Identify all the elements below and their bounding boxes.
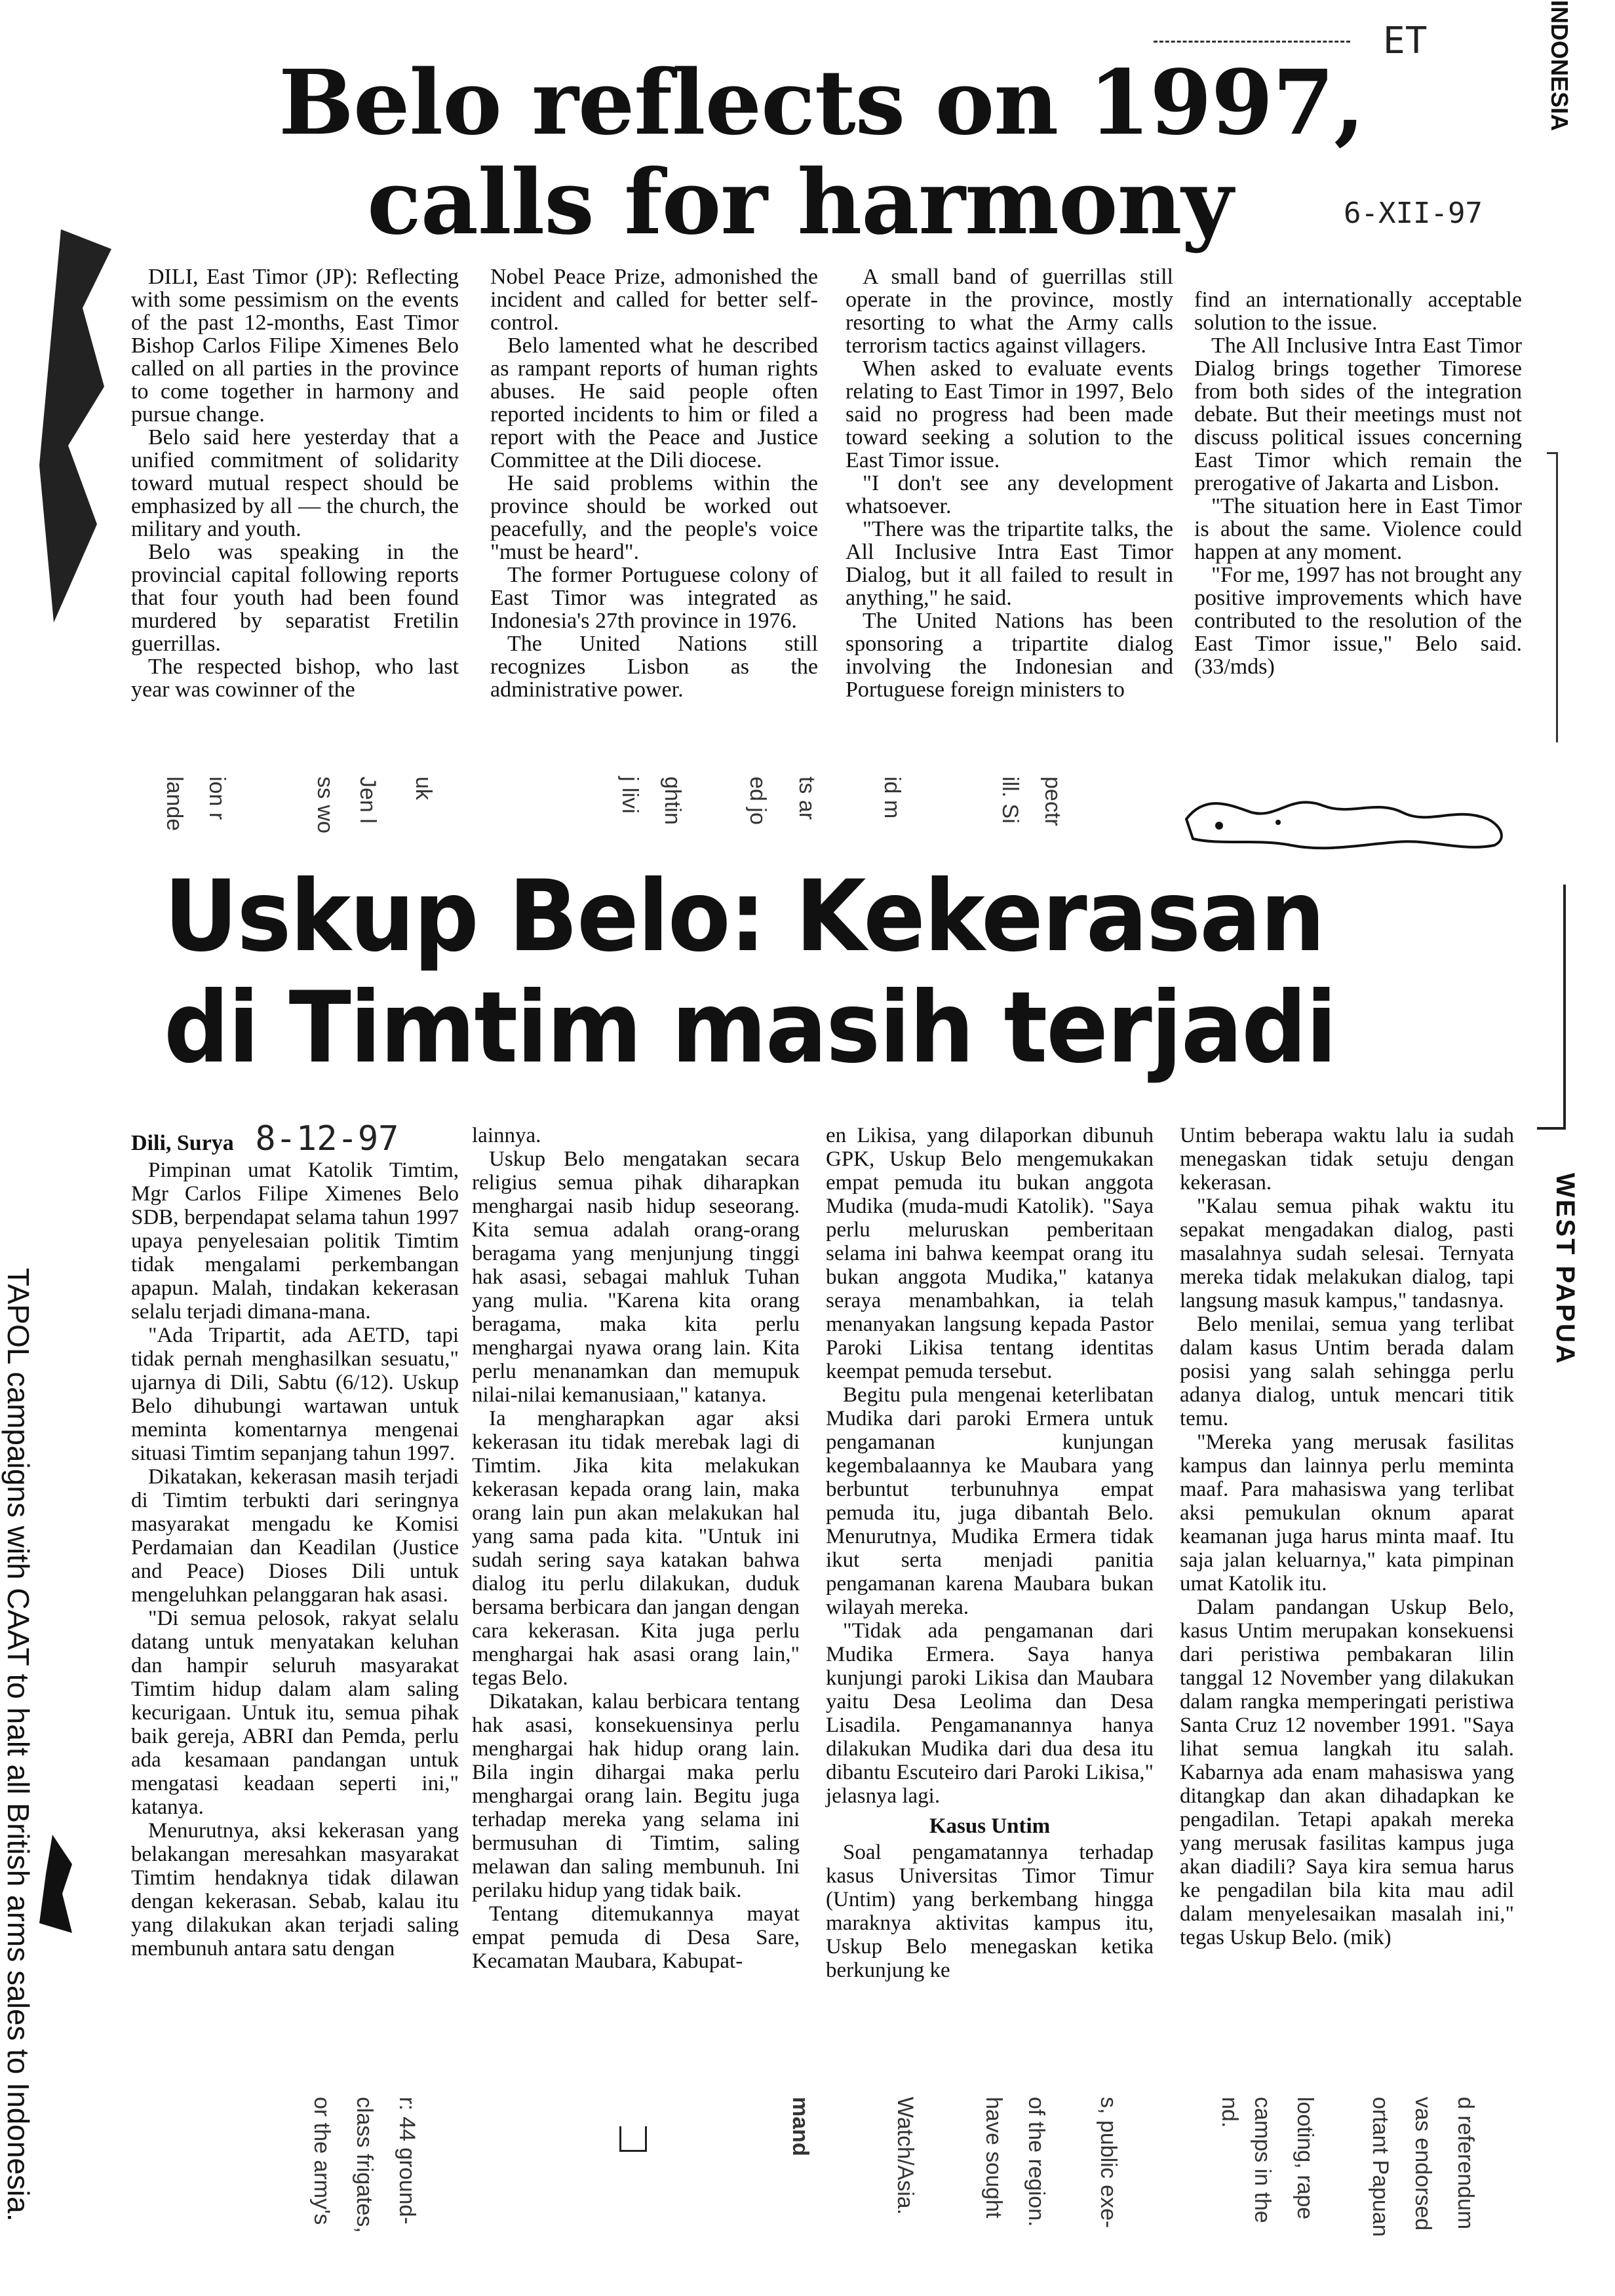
paragraph: Uskup Belo mengatakan secara religius semua pihak diharapkan menghargai nasib hidup seseorang. Kita semua adalah orang-orang beragama yang menjunjung tinggi hak asasi, sebagai mahluk Tuhan yang mulia. "Karena kita orang beragama, maka kita perlu menghargai nyawa orang lain. Kita perlu menanamkan dan memupuk nilai-nilai kemanusiaan," katanya. <box>472 1147 800 1407</box>
paragraph: DILI, East Timor (JP): Reflecting with some pessimism on the events of the past 12-months, East Timor Bishop Carlos Filipe Ximenes Belo called on all parties in the province to come together in harmony and pursue change. <box>131 265 459 427</box>
bleed-text: lande <box>162 776 187 832</box>
paragraph: "Tidak ada pengamanan dari Mudika Ermera. Saya hanya kunjungi paroki Likisa dan Maubara yaitu Desa Leolima dan Desa Lisadila. Pengamanannya hanya dilakukan Mudika dari dua desa itu dibantu Escuteiro dari Paroki Likisa," jelasnya lagi. <box>826 1619 1154 1808</box>
clip1-top-dash <box>1154 41 1350 43</box>
paragraph: Belo lamented what he described as rampant reports of human rights abuses. He said people often reported incidents to him or filed a report with the Peace and Justice Committee at the Dili diocese. <box>490 334 818 472</box>
paragraph: "Kalau semua pihak waktu itu sepakat mengadakan dialog, pasti masalahnya sudah selesai. Ternyata mereka tidak melakukan dialog, tapi langsung masuk kampus," tandasnya. <box>1180 1195 1514 1312</box>
clip2-headline-line1: Uskup Belo: Kekerasan <box>164 860 1325 974</box>
paragraph: Untim beberapa waktu lalu ia sudah menegaskan tidak setuju dengan kekerasan. <box>1180 1124 1514 1195</box>
paragraph: He said problems within the province should be worked out peacefully, and the people's voice "must be heard". <box>490 471 818 564</box>
paragraph: "I don't see any development whatsoever. <box>846 471 1173 518</box>
clip1-right-bracket <box>1547 452 1558 742</box>
clip1-column-2 <box>490 265 818 701</box>
paragraph: Begitu pula mengenai keterlibatan Mudika dari paroki Ermera untuk pengamanan kunjungan kegembalaannya ke Maubara yang berbuntut terbunuhnya empat pemuda itu, juga dibantah Belo. Menurutnya, Mudika Ermera tidak ikut serta menjadi panitia pengamanan karena Maubara bukan wilayah mereka. <box>826 1383 1154 1619</box>
paragraph: Tentang ditemukannya mayat empat pemuda di Desa Sare, Kecamatan Maubara, Kabupat- <box>472 1902 800 1973</box>
paragraph: Soal pengamatannya terhadap kasus Universitas Timor Timur (Untim) yang berkembang hingga maraknya aktivitas kampus itu, Uskup Belo menegaskan ketika berkunjung ke <box>826 1841 1154 1982</box>
paragraph: "There was the tripartite talks, the All Inclusive Intra East Timor Dialog, but it all failed to result in anything," he said. <box>846 517 1173 610</box>
bleed-text: looting, rape <box>1293 2097 1317 2220</box>
clip1-handwritten-date: 6-XII-97 <box>1344 197 1483 230</box>
paragraph: Belo menilai, semua yang terlibat dalam kasus Untim berada dalam posisi yang salah sehingga perlu adanya dialog, untuk mencari titik temu. <box>1180 1312 1514 1430</box>
bleed-text: j livi <box>617 776 642 814</box>
bleed-text: s, public exe- <box>1096 2097 1121 2229</box>
bleed-text: id m <box>880 776 905 819</box>
map-fragment <box>1180 780 1521 858</box>
paragraph: "Ada Tripartit, ada AETD, tapi tidak pernah menghasilkan sesuatu," ujarnya di Dili, Sabtu (6/12). Uskup Belo dihubungi wartawan untuk meminta komentarnya mengenai situasi Timtim sepanjang tahun 1997. <box>131 1324 459 1465</box>
left-banner: TAPOL campaigns with CAAT to halt all British arms sales to Indonesia. <box>1 1268 35 2222</box>
paragraph: Pimpinan umat Katolik Timtim, Mgr Carlos Filipe Ximenes Belo SDB, berpendapat selama tahun 1997 upaya penyelesaian politik Timtim tidak mengalami perkembangan apapun. Malah, tindakan kekerasan selalu terjadi dimana-mana. <box>131 1158 459 1324</box>
clip1-headline-line2: calls for harmony <box>367 150 1233 255</box>
bleed-text: have sought <box>981 2097 1006 2219</box>
bleed-text: uk <box>411 776 436 800</box>
paragraph: When asked to evaluate events relating to East Timor in 1997, Belo said no progress had been made toward seeking a solution to the East Timor issue. <box>846 356 1173 472</box>
paragraph: en Likisa, yang dilaporkan dibunuh GPK, Uskup Belo mengemukakan empat pemuda itu bukan anggota Mudika (muda-mudi Katolik). "Saya perlu meluruskan pemberitaan selama ini bahwa keempat orang itu bukan anggota Mudika," katanya seraya menambahkan, ia telah menanyakan langsung kepada Pastor Paroki Likisa tentang identitas keempat pemuda tersebut. <box>826 1124 1154 1383</box>
bleed-text: Watch/Asia. <box>893 2097 918 2215</box>
paragraph: Dikatakan, kalau berbicara tentang hak asasi, konsekuensinya perlu menghargai hak hidup orang lain. Bila ingin dihargai maka perlu menghargai orang lain. Begitu juga terhadap mereka yang selama ini bermusuhan di Timtim, saling melawan dan saling membunuh. Ini perilaku hidup yang tidak baik. <box>472 1690 800 1902</box>
paragraph: Nobel Peace Prize, admonished the incident and called for better self-control. <box>490 265 818 335</box>
paragraph: The United Nations has been sponsoring a tripartite dialog involving the Indonesian and Portuguese foreign ministers to <box>846 609 1173 702</box>
clip1-column-3 <box>846 265 1173 701</box>
clip2-headline-line2: di Timtim masih terjadi <box>164 971 1336 1085</box>
ink-mark <box>39 1835 72 1933</box>
bleed-text: Jen l <box>355 776 380 824</box>
paragraph: Belo said here yesterday that a unified commitment of solidarity toward mutual respect should be emphasized by all — the church, the military and youth. <box>131 425 459 541</box>
box-glyph-icon <box>619 2126 647 2152</box>
clip2-side-label: WEST PAPUA <box>1551 1173 1580 1366</box>
paragraph: A small band of guerrillas still operate in the province, mostly resorting to what the Army calls terrorism tactics against villagers. <box>846 265 1173 358</box>
bleed-text: of the region. <box>1024 2097 1049 2227</box>
bleed-text: pectr <box>1040 776 1065 826</box>
clip2-handwritten-date: 8-12-97 <box>255 1119 399 1158</box>
clip1-side-label: INDONESIA <box>1546 0 1573 132</box>
bleed-text: ghtin <box>660 776 685 825</box>
bleed-text: vas endorsed <box>1411 2097 1435 2231</box>
paragraph: Belo was speaking in the provincial capital following reports that four youth had been found murdered by separatist Fretilin guerrillas. <box>131 540 459 656</box>
bleed-text: ss wo <box>313 776 338 833</box>
paragraph: "The situation here in East Timor is about the same. Violence could happen at any moment. <box>1194 494 1522 564</box>
paragraph: The All Inclusive Intra East Timor Dialog brings together Timorese from both sides of the integration debate. But their meetings must not discuss political issues concerning East Timor which remain the prerogative of Jakarta and Lisbon. <box>1194 334 1522 495</box>
bleed-text: nd. <box>1217 2097 1242 2128</box>
clip2-dateline <box>131 1119 472 1158</box>
torn-edge-shape <box>39 229 111 622</box>
bleed-text: d referendum <box>1453 2097 1478 2230</box>
bleed-text: or the army's <box>309 2097 334 2225</box>
paragraph: Menurutnya, aksi kekerasan yang belakangan meresahkan masyarakat Timtim hendaknya tidak dilawan dengan kekerasan. Sebab, kalau itu yang dilakukan akan terjadi saling membunuh antara satu dengan <box>131 1819 459 1961</box>
clip2-column-1 <box>131 1158 459 1961</box>
paragraph: "Mereka yang merusak fasilitas kampus dan lainnya perlu meminta maaf. Para mahasiswa yang terlibat aksi pemukulan oknum aparat keamanan juga harus minta maaf. Itu saja jalan keluarnya," kata pimpinan umat Katolik itu. <box>1180 1430 1514 1596</box>
paragraph: The respected bishop, who last year was cowinner of the <box>131 655 459 702</box>
paragraph: "For me, 1997 has not brought any positive improvements which have contributed to the resolution of the East Timor issue," Belo said. (33/mds) <box>1194 563 1522 679</box>
bleed-text: mand <box>788 2097 813 2156</box>
clip1-handwritten-code: ET <box>1383 20 1428 62</box>
clip2-column-3 <box>826 1124 1154 1982</box>
clip1-column-1 <box>131 265 459 701</box>
clip2-column-4 <box>1180 1124 1514 1949</box>
paragraph: Ia mengharapkan agar aksi kekerasan itu tidak merebak lagi di Timtim. Jika kita melakukan kekerasan kepada orang lain, maka orang lain pun akan melakukan hal yang sama pada kita. "Untuk ini sudah sering saya katakan bahwa dialog itu perlu dilakukan, duduk bersama berbicara dan jangan dengan cara kekerasan. Kita juga perlu menghargai hak asasi orang lain," tegas Belo. <box>472 1407 800 1690</box>
bleed-text: r: 44 ground- <box>395 2097 419 2225</box>
clip2-column-2 <box>472 1124 800 1973</box>
paragraph: Dalam pandangan Uskup Belo, kasus Untim merupakan konsekuensi dari peristiwa pembakaran lilin tanggal 12 November yang dilakukan dalam rangka memperingati peristiwa Santa Cruz 12 november 1991. "Saya lihat semua langkah itu salah. Kabarnya ada enam mahasiswa yang ditangkap dan akan dihadapkan ke pengadilan. Tetapi apakah mereka yang merusak fasilitas kampus juga akan diadili? Saya kira semua harus ke pengadilan bila kita mau adil dalam menyelesaikan masalah ini," tegas Uskup Belo. (mik) <box>1180 1596 1514 1949</box>
bleed-text: ed jo <box>745 776 770 825</box>
bleed-text: ill. Si <box>998 776 1022 824</box>
clip2-right-bracket <box>1537 885 1566 1130</box>
clip1-headline-line1: Belo reflects on 1997, <box>279 50 1365 155</box>
paragraph: lainnya. <box>472 1124 541 1147</box>
paragraph: find an internationally acceptable solution to the issue. <box>1194 288 1522 335</box>
paragraph: Dikatakan, kekerasan masih terjadi di Timtim terbukti dari seringnya masyarakat mengadu ke Komisi Perdamaian dan Keadilan (Justice and Peace) Dioses Dili untuk mengeluhkan pelanggaran hak asasi. <box>131 1465 459 1607</box>
bleed-text: class frigates, <box>352 2097 377 2233</box>
dateline-text: Dili, Surya <box>131 1131 234 1155</box>
clip2-subheading: Kasus Untim <box>929 1814 1051 1838</box>
bleed-text: ts ar <box>794 776 819 820</box>
bleed-text: ortant Papuan <box>1368 2097 1393 2237</box>
paragraph: "Di semua pelosok, rakyat selalu datang untuk menyatakan keluhan dan hampir seluruh masyarakat Timtim hidup dalam alam saling kecurigaan. Untuk itu, semua pihak baik gereja, ABRI dan Pemda, perlu ada kesamaan pandangan untuk mengatasi keadaan seperti ini," katanya. <box>131 1607 459 1819</box>
paragraph: The United Nations still recognizes Lisbon as the administrative power. <box>490 632 818 702</box>
clip1-column-4 <box>1194 288 1522 678</box>
paragraph: The former Portuguese colony of East Timor was integrated as Indonesia's 27th province in 1976. <box>490 563 818 633</box>
bleed-text: camps in the <box>1250 2097 1275 2223</box>
bleed-text: ion r <box>204 776 229 820</box>
